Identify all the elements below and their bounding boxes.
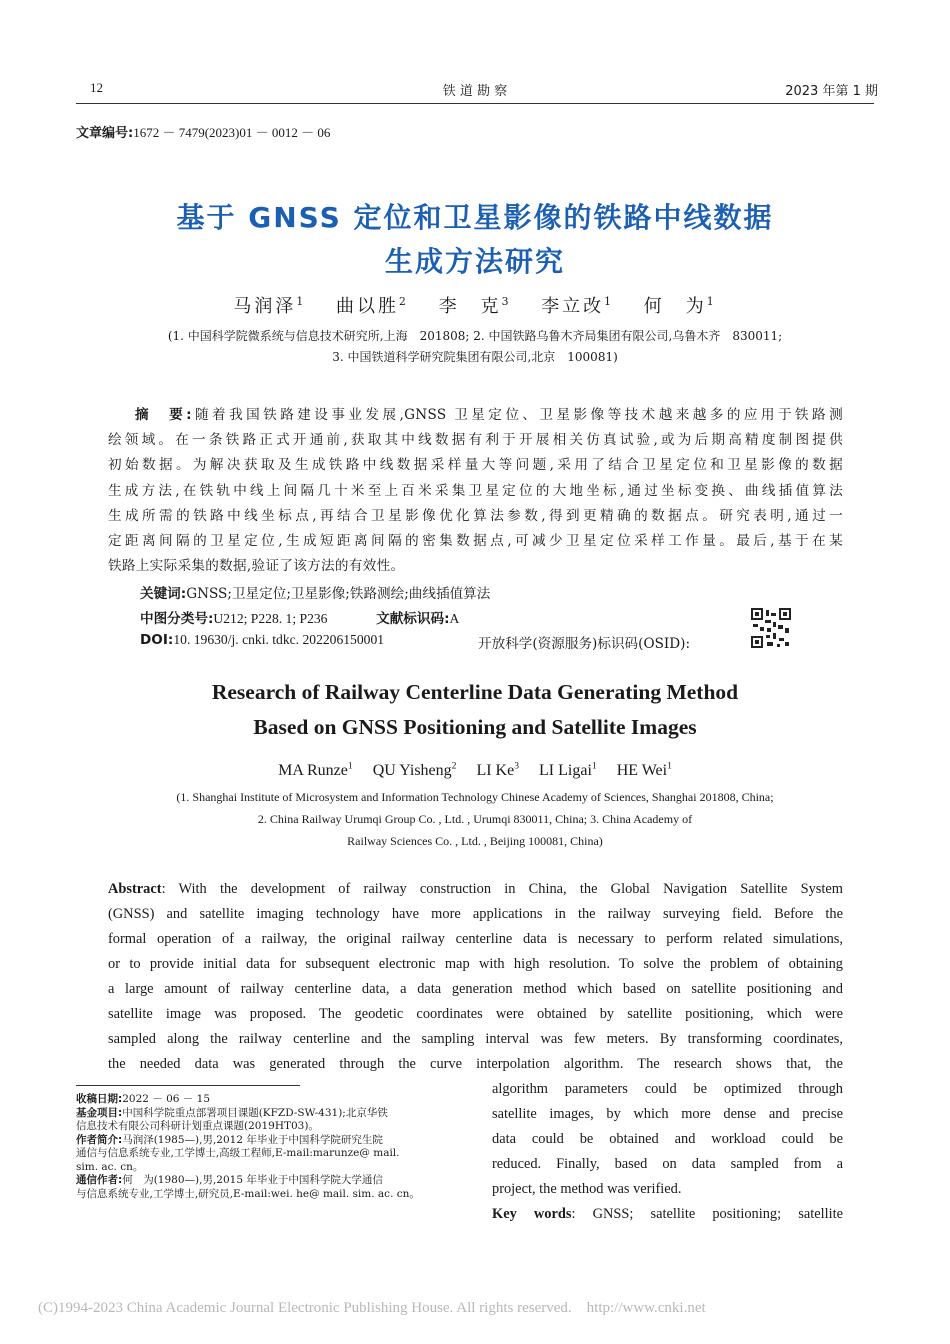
classification	[140, 607, 459, 627]
keywords-en: Key words: GNSS; satellite positioning; satellite	[492, 1206, 843, 1222]
keywords-cn-label: 关键词:	[140, 586, 187, 602]
abstract-en-line: data could be obtained and workload could be	[492, 1131, 843, 1147]
abstract-en-line: a large amount of railway centerline data, a data generation method which based on satellite positioning and	[108, 981, 843, 997]
abstract-en-line: satellite images, by which more dense and precise	[492, 1106, 843, 1122]
author-bio-text: 通信与信息系统专业,工学博士,高级工程师,E-mail:marunze@ mail.	[76, 1147, 400, 1159]
abstract-cn-line: 初始数据。为解决获取及生成铁路中线数据采样量大等问题,采用了结合卫星定位和卫星影像的数据	[108, 457, 843, 474]
doi	[140, 632, 384, 648]
received-label: 收稿日期:	[76, 1093, 123, 1105]
article-id-label: 文章编号:	[76, 126, 134, 141]
classification-value: U212; P228. 1; P236	[213, 611, 328, 626]
page-number: 12	[90, 80, 103, 95]
abstract-en-line: reduced. Finally, based on data sampled from a	[492, 1156, 843, 1172]
author-en: HE Wei$^1$	[616, 760, 672, 779]
abstract-en-line: satellite image was proposed. The geodetic coordinates were obtained by satellite positioning, which were	[108, 1006, 843, 1022]
author-bio-text: 马润泽(1985—),男,2012 年毕业于中国科学院研究生院	[122, 1133, 383, 1146]
title-cn-line2: 生成方法研究	[384, 245, 565, 278]
title-cn-line1: 基于 GNSS 定位和卫星影像的铁路中线数据	[176, 201, 774, 234]
author-en: QU Yisheng$^2$	[372, 760, 457, 779]
title-en-line1: Research of Railway Centerline Data Generating Method	[211, 680, 739, 704]
abstract-cn-line: 绘领域。在一条铁路正式开通前,获取其中线数据有利于开展相关仿真试验,或为后期高精度制图提供	[108, 432, 843, 449]
author-bio-text: sim. ac. cn。	[76, 1160, 144, 1173]
abstract-en-line: or to provide initial data for subsequent electronic map with high resolution. To solve the problem of obtaining	[108, 956, 843, 972]
author-en: MA Runze$^1$	[278, 760, 353, 779]
abstract-en-label: Abstract	[108, 881, 162, 897]
classification-label: 中图分类号:	[140, 611, 214, 627]
title-en-line2: Based on GNSS Positioning and Satellite Images	[253, 715, 697, 739]
article-id	[76, 122, 330, 141]
author-cn: 马润泽$^1$	[233, 295, 307, 317]
footnotes	[76, 1093, 454, 1201]
doi-label: DOI:	[140, 632, 174, 648]
abstract-cn-line: 铁路上实际采集的数据,验证了该方法的有效性。	[108, 558, 405, 575]
authors-cn	[0, 292, 950, 318]
abstract-en-line: the needed data was generated through the curve interpolation algorithm. The research shows that, the	[108, 1056, 843, 1072]
author-cn: 李立改$^1$	[541, 295, 615, 317]
abstract-cn-line: 定距离间隔的卫星定位,生成短距离间隔的密集数据点,可减少卫星定位采样工作量。最后,基于在某	[108, 532, 843, 549]
abstract-en: Abstract: With the development of railway construction in China, the Global Navigation Satellite System (GNSS) and satellite imaging technology have more applications in the railway surveying field. Before the formal operation of a railway, the original railway centerline data is necessary to perform related simulations, or to provide initial data for subsequent electronic map with high resolution. To solve the problem of obtaining a large amount of railway centerline data, a data generation method which based on satellite positioning and satellite image was proposed. The geodetic coordinates were obtained by satellite positioning, which were sampled along the railway centerline and the sampling interval was few meters. By transforming coordinates, the needed data was generated through the curve interpolation algorithm. The research shows that, the	[108, 877, 843, 1077]
author-bio-label: 作者简介:	[76, 1133, 123, 1146]
osid-qr-code[interactable]	[751, 608, 791, 648]
abstract-en-line: (GNSS) and satellite imaging technology have more applications in the railway surveying field. Before the	[108, 906, 843, 922]
corresponding-label: 通信作者:	[76, 1174, 123, 1186]
affiliation-en-line3: Railway Sciences Co. , Ltd. , Beijing 100081, China)	[347, 834, 603, 848]
author-en: LI Ligai$^1$	[539, 760, 597, 779]
keywords-en-label: Key words	[492, 1206, 572, 1222]
article-id-value: 1672 － 7479(2023)01 － 0012 － 06	[133, 125, 331, 140]
abstract-cn-label: 摘 要:	[135, 407, 192, 423]
osid-label: 开放科学(资源服务)标识码(OSID):	[478, 636, 691, 652]
keywords-cn-value: GNSS;卫星定位;卫星影像;铁路测绘;曲线插值算法	[186, 586, 491, 602]
header-divider	[76, 103, 874, 104]
doc-code-value: A	[449, 611, 460, 626]
abstract-cn-line: 生成方法,在铁轨中线上间隔几十米至上百米采集卫星定位的大地坐标,通过坐标变换、曲线插值算法	[108, 482, 843, 499]
abstract-en-line: With the development of railway construction in China, the Global Navigation Satellite System	[178, 881, 843, 897]
authors-en	[0, 762, 950, 780]
abstract-cn-line: 随着我国铁路建设事业发展,GNSS 卫星定位、卫星影像等技术越来越多的应用于铁路测	[191, 407, 843, 423]
doi-value: 10. 19630/j. cnki. tdkc. 202206150001	[173, 632, 385, 647]
corresponding-text: 何 为(1980—),男,2015 年毕业于中国科学院大学通信	[122, 1174, 383, 1186]
fund-text: 中国科学院重点部署项目课题(KFZD-SW-431);北京华铁	[122, 1106, 388, 1119]
footnote-divider	[76, 1085, 300, 1086]
keywords-en-value: GNSS; satellite positioning; satellite	[592, 1206, 843, 1222]
abstract-en-line: formal operation of a railway, the original railway centerline data is necessary to perform related simulations,	[108, 931, 843, 947]
affiliation-en-line1: (1. Shanghai Institute of Microsystem and Information Technology Chinese Academy of Sciences, Shanghai 201808, China;	[176, 790, 774, 804]
doc-code-label: 文献标识码:	[376, 611, 450, 627]
abstract-en-line: algorithm parameters could be optimized through	[492, 1081, 843, 1097]
abstract-cn-line: 生成所需的铁路中线坐标点,再结合卫星影像优化算法参数,得到更精确的数据点。研究表明,通过一	[108, 507, 843, 524]
corresponding-text: 与信息系统专业,工学博士,研究员,E-mail:wei. he@ mail. sim. ac. cn。	[76, 1187, 420, 1200]
issue-label: 2023 年第 1 期	[785, 84, 878, 99]
received-date: 2022 － 06 － 15	[122, 1093, 210, 1105]
copyright-notice: (C)1994-2023 China Academic Journal Electronic Publishing House. All rights reserved. http://www.cnki.net	[38, 1300, 706, 1316]
affiliation-cn-line2: 3. 中国铁道科学研究院集团有限公司,北京 100081)	[332, 350, 618, 364]
abstract-en-line: project, the method was verified.	[492, 1181, 682, 1197]
abstract-en-continued	[492, 1077, 843, 1227]
abstract-cn	[108, 403, 843, 579]
affiliation-cn-line1: (1. 中国科学院微系统与信息技术研究所,上海 201808; 2. 中国铁路乌鲁木齐局集团有限公司,乌鲁木齐 830011;	[167, 329, 783, 343]
author-cn: 曲以胜$^2$	[335, 295, 409, 317]
author-en: LI Ke$^3$	[476, 760, 520, 779]
abstract-en-line: sampled along the railway centerline and the sampling interval was few meters. By transforming coordinates,	[108, 1031, 843, 1047]
journal-name: 铁 道 勘 察	[442, 84, 508, 99]
author-cn: 何 为$^1$	[643, 295, 717, 317]
fund-label: 基金项目:	[76, 1106, 123, 1119]
keywords-cn	[140, 582, 490, 602]
fund-text: 信息技术有限公司科研计划重点课题(2019HT03)。	[76, 1120, 319, 1132]
affiliation-en-line2: 2. China Railway Urumqi Group Co. , Ltd. , Urumqi 830011, China; 3. China Academy of	[257, 812, 693, 826]
author-cn: 李 克$^3$	[438, 295, 512, 317]
